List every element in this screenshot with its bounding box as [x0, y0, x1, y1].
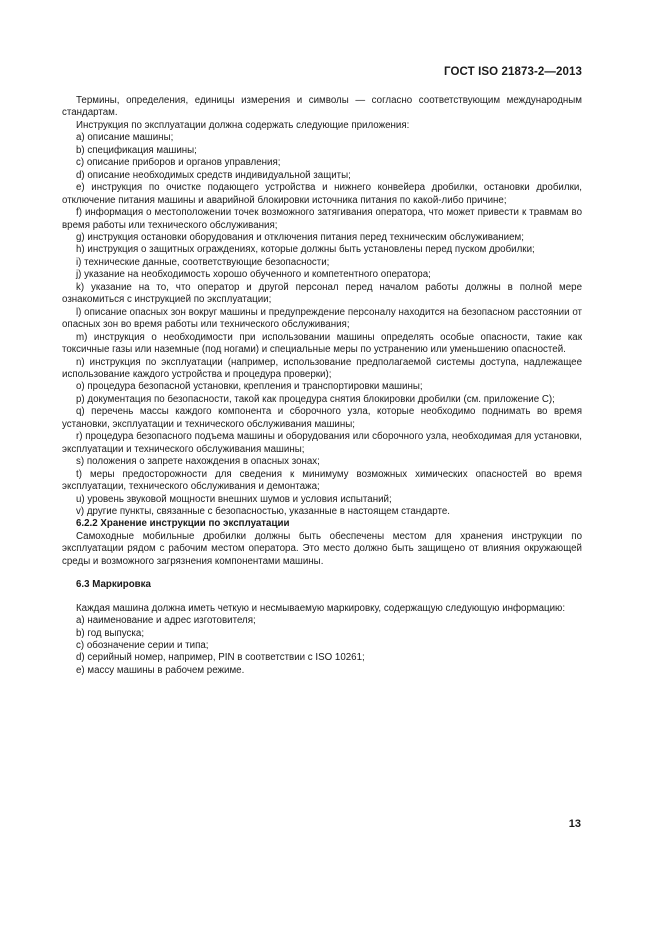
list-item: c) описание приборов и органов управления;	[76, 157, 281, 169]
page-number: 13	[568, 818, 581, 830]
list-item: o) процедура безопасной установки, крепления и транспортировки машины;	[76, 381, 423, 393]
marking-item: c) обозначение серии и типа;	[76, 640, 209, 652]
list-item: u) уровень звуковой мощности внешних шумов и условия испытаний;	[76, 493, 392, 505]
list-item: e) инструкция по очистке подающего устройства и нижнего конвейера дробилки, остановки дробилки, отключение питания машины и аварийной блокировки источника питания по какой-либо причине;	[62, 182, 582, 206]
list-item: b) спецификация машины;	[76, 144, 197, 156]
section-heading: 6.3 Маркировка	[76, 579, 151, 591]
list-item: f) информация о местоположении точек возможного затягивания оператора, что может привести к травмам во время работы или технического обслуживания;	[62, 207, 582, 231]
list-item: q) перечень массы каждого компонента и сборочного узла, которые необходимо поднимать во время установки, эксплуатации и технического обслуживания машины;	[62, 406, 582, 430]
marking-item: b) год выпуска;	[76, 627, 145, 639]
subsection-heading: 6.2.2 Хранение инструкции по эксплуатации	[76, 518, 290, 530]
section-intro: Каждая машина должна иметь четкую и несмываемую маркировку, содержащую следующую информацию:	[76, 602, 566, 614]
list-item: g) инструкция остановки оборудования и отключения питания перед техническим обслуживанием;	[76, 231, 524, 243]
list-item: k) указание на то, что оператор и другой персонал перед началом работы должны в полной мере ознакомиться с инструкцией по эксплуатации;	[62, 281, 582, 306]
marking-item: a) наименование и адрес изготовителя;	[76, 615, 256, 627]
list-item: j) указание на необходимость хорошо обученного и компетентного оператора;	[76, 269, 431, 281]
list-item: p) документация по безопасности, такой как процедура снятия блокировки дробилки (см. приложение С);	[76, 393, 555, 405]
subsection-text: Самоходные мобильные дробилки должны быть обеспечены местом для хранения инструкции по эксплуатации рядом с рабочим местом оператора. Это место должно быть защищено от влияния окружающей среды и возможного загрязнения компонентами машины.	[62, 530, 582, 567]
list-item: d) описание необходимых средств индивидуальной защиты;	[76, 169, 351, 181]
list-item: n) инструкция по эксплуатации (например, использование предполагаемой системы доступа, надлежащее использование каждого устройства и процедура проверки);	[62, 356, 582, 380]
list-item: Инструкция по эксплуатации должна содержать следующие приложения:	[76, 119, 410, 131]
operating-instructions-list	[62, 95, 582, 518]
list-item: m) инструкция о необходимости при использовании машины определять особые опасности, такие как токсичные газы или наземные (под ногами) и специальные меры по устранению или уменьшению опасностей.	[62, 331, 582, 356]
list-item: t) меры предосторожности для сведения к минимуму возможных химических опасностей во время эксплуатации, технического обслуживания и демонтажа;	[62, 468, 582, 493]
list-item: l) описание опасных зон вокруг машины и предупреждение персоналу находится на безопасном расстоянии от опасных зон во время работы или технического обслуживания;	[62, 306, 582, 331]
marking-list	[62, 615, 582, 677]
list-item: h) инструкция о защитных ограждениях, которые должны быть установлены перед пуском дробилки;	[76, 244, 535, 256]
list-item: r) процедура безопасного подъема машины и оборудования или сборочного узла, необходимая для установки, эксплуатации и технического обслуживания машины;	[62, 431, 582, 455]
list-item: a) описание машины;	[76, 132, 174, 144]
list-item: Термины, определения, единицы измерения и символы — согласно соответствующим международным стандартам.	[62, 95, 582, 119]
list-item: i) технические данные, соответствующие безопасности;	[76, 256, 330, 268]
marking-item: d) серийный номер, например, PIN в соответствии с ISO 10261;	[76, 652, 365, 664]
marking-item: e) массу машины в рабочем режиме.	[76, 664, 245, 676]
list-item: v) другие пункты, связанные с безопасностью, указанные в настоящем стандарте.	[76, 505, 450, 517]
list-item: s) положения о запрете нахождения в опасных зонах;	[76, 456, 320, 468]
document-body	[62, 95, 582, 677]
standard-designation: ГОСТ ISO 21873-2—2013	[444, 66, 582, 78]
